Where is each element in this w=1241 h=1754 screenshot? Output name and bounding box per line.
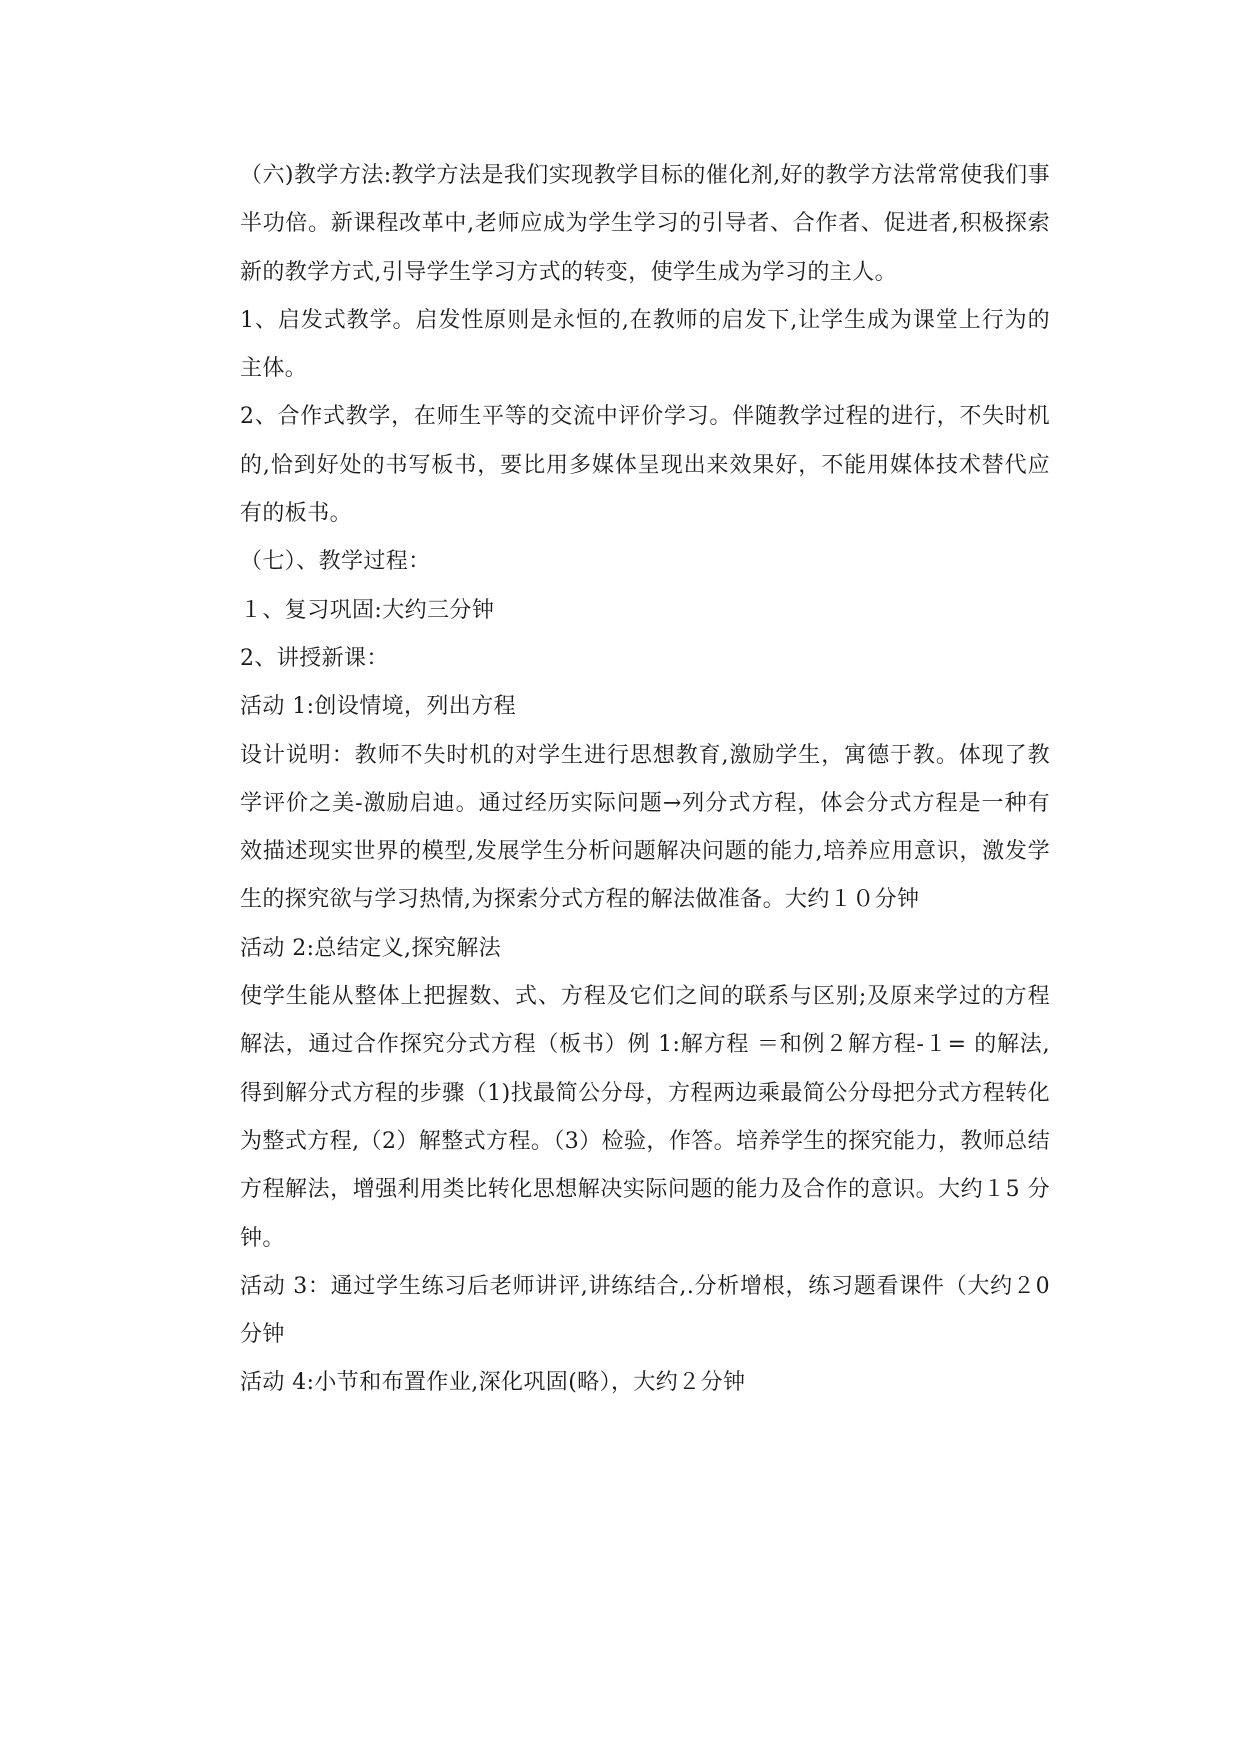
activity-4-paragraph: 活动 4:小节和布置作业,深化巩固(略），大约２分钟: [240, 1370, 746, 1396]
activity-1-heading: 活动 1:创设情境，列出方程: [240, 694, 517, 720]
document-body: [240, 152, 1050, 1408]
paragraph-activity-2-body: 使学生能从整体上把握数、式、方程及它们之间的联系与区别;及原来学过的方程解法，通过合作探究分式方程（板书）例 1:解方程 ＝和例２解方程-１= 的解法,得到解分式方程的步骤（1)找最简公分母，方程两边乘最简公分母把分式方程转化为整式方程,（2）解整式方程。（3）检验，作答。培养学生的探究能力，教师总结方程解法，增强利用类比转化思想解决实际问题的能力及合作的意识。大约１5 分钟。: [240, 984, 1050, 1251]
activity-3-paragraph: 活动 3：通过学生练习后老师讲评,讲练结合,.分析增根，练习题看课件（大约２0 分钟: [240, 1273, 1050, 1348]
paragraph-cooperative-teaching: 2、合作式教学，在师生平等的交流中评价学习。伴随教学过程的进行，不失时机的,恰到好处的书写板书，要比用多媒体呈现出来效果好，不能用媒体技术替代应有的板书。: [240, 404, 1050, 527]
section-heading-teaching-process: （七）、教学过程：: [240, 549, 431, 575]
step-review: １、复习巩固:大约三分钟: [240, 597, 495, 623]
paragraph-design-notes: 设计说明：教师不失时机的对学生进行思想教育,激励学生，寓德于教。体现了教学评价之美-激励启迪。通过经历实际问题→列分式方程，体会分式方程是一种有效描述现实世界的模型,发展学生分析问题解决问题的能力,培养应用意识，激发学生的探究欲与学习热情,为探索分式方程的解法做准备。大约１０分钟: [240, 742, 1050, 913]
paragraph-heuristic-teaching: 1、启发式教学。启发性原则是永恒的,在教师的启发下,让学生成为课堂上行为的主体。: [240, 307, 1050, 382]
step-new-lesson: 2、讲授新课：: [240, 645, 389, 671]
paragraph-teaching-methods: （六)教学方法:教学方法是我们实现教学目标的催化剂,好的教学方法常常使我们事半功倍。新课程改革中,老师应成为学生学习的引导者、合作者、促进者,积极探索新的教学方式,引导学生学习方式的转变，使学生成为学习的主人。: [240, 163, 1050, 285]
activity-2-heading: 活动 2:总结定义,探究解法: [240, 935, 501, 961]
